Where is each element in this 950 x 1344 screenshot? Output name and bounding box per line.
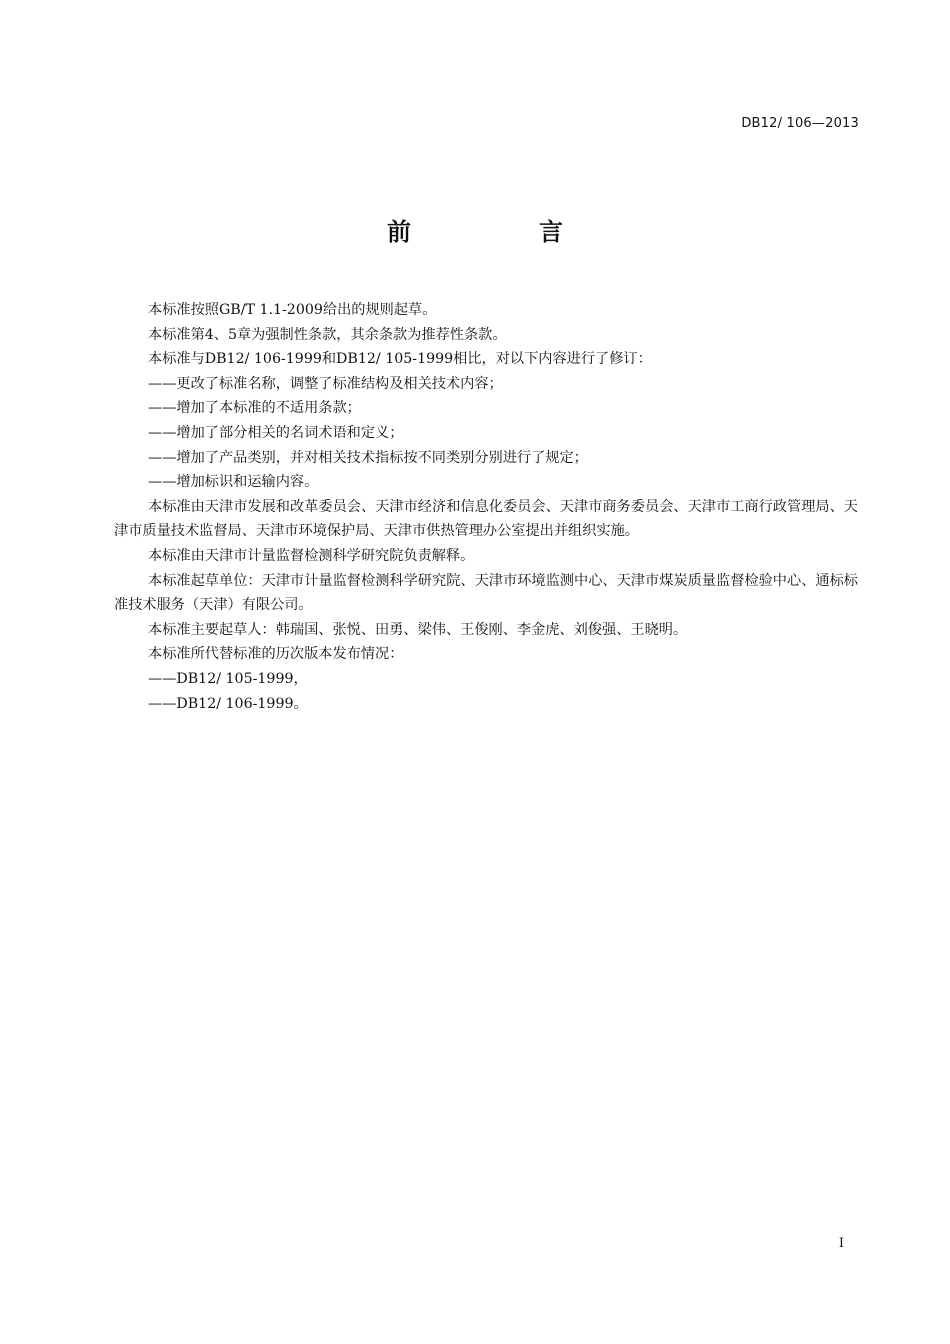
list-item-revision: ——增加标识和运输内容。 xyxy=(148,474,319,491)
list-item-revision: ——增加了本标准的不适用条款； xyxy=(148,400,361,417)
list-item-edition: ——DB12/ 106-1999。 xyxy=(148,695,308,712)
paragraph-previous-editions: 本标准所代替标准的历次版本发布情况： xyxy=(148,646,404,663)
page-number: I xyxy=(838,1236,844,1251)
paragraph-interpretation: 本标准由天津市计量监督检测科学研究院负责解释。 xyxy=(148,547,475,564)
paragraph-drafters: 本标准主要起草人：韩瑞国、张悦、田勇、梁伟、王俊刚、李金虎、刘俊强、王晓明。 xyxy=(148,621,688,638)
list-item-revision: ——增加了部分相关的名词术语和定义； xyxy=(148,424,404,441)
list-item-edition: ——DB12/ 105-1999， xyxy=(148,670,308,687)
paragraph-proposers: 本标准由天津市发展和改革委员会、天津市经济和信息化委员会、天津市商务委员会、天津市工商行政管理局、天津市质量技术监督局、天津市环境保护局、天津市供热管理办公室提出并组织实施。 xyxy=(114,498,858,540)
paragraph-drafting-units: 本标准起草单位：天津市计量监督检测科学研究院、天津市环境监测中心、天津市煤炭质量监督检验中心、通标标准技术服务（天津）有限公司。 xyxy=(114,572,858,614)
page-title: 前 言 xyxy=(387,218,615,246)
paragraph-mandatory-clauses: 本标准第4、5章为强制性条款，其余条款为推荐性条款。 xyxy=(148,326,507,343)
foreword-body xyxy=(114,298,858,716)
paragraph-drafting-rules: 本标准按照GB/T 1.1-2009给出的规则起草。 xyxy=(148,302,437,318)
list-item-revision: ——更改了标准名称，调整了标准结构及相关技术内容； xyxy=(148,375,503,392)
list-item-revision: ——增加了产品类别，并对相关技术指标按不同类别分别进行了规定； xyxy=(148,449,588,466)
standard-code: DB12/ 106—2013 xyxy=(741,116,859,131)
paragraph-revision-intro: 本标准与DB12/ 106-1999和DB12/ 105-1999相比，对以下内容进行了修订： xyxy=(148,351,652,368)
